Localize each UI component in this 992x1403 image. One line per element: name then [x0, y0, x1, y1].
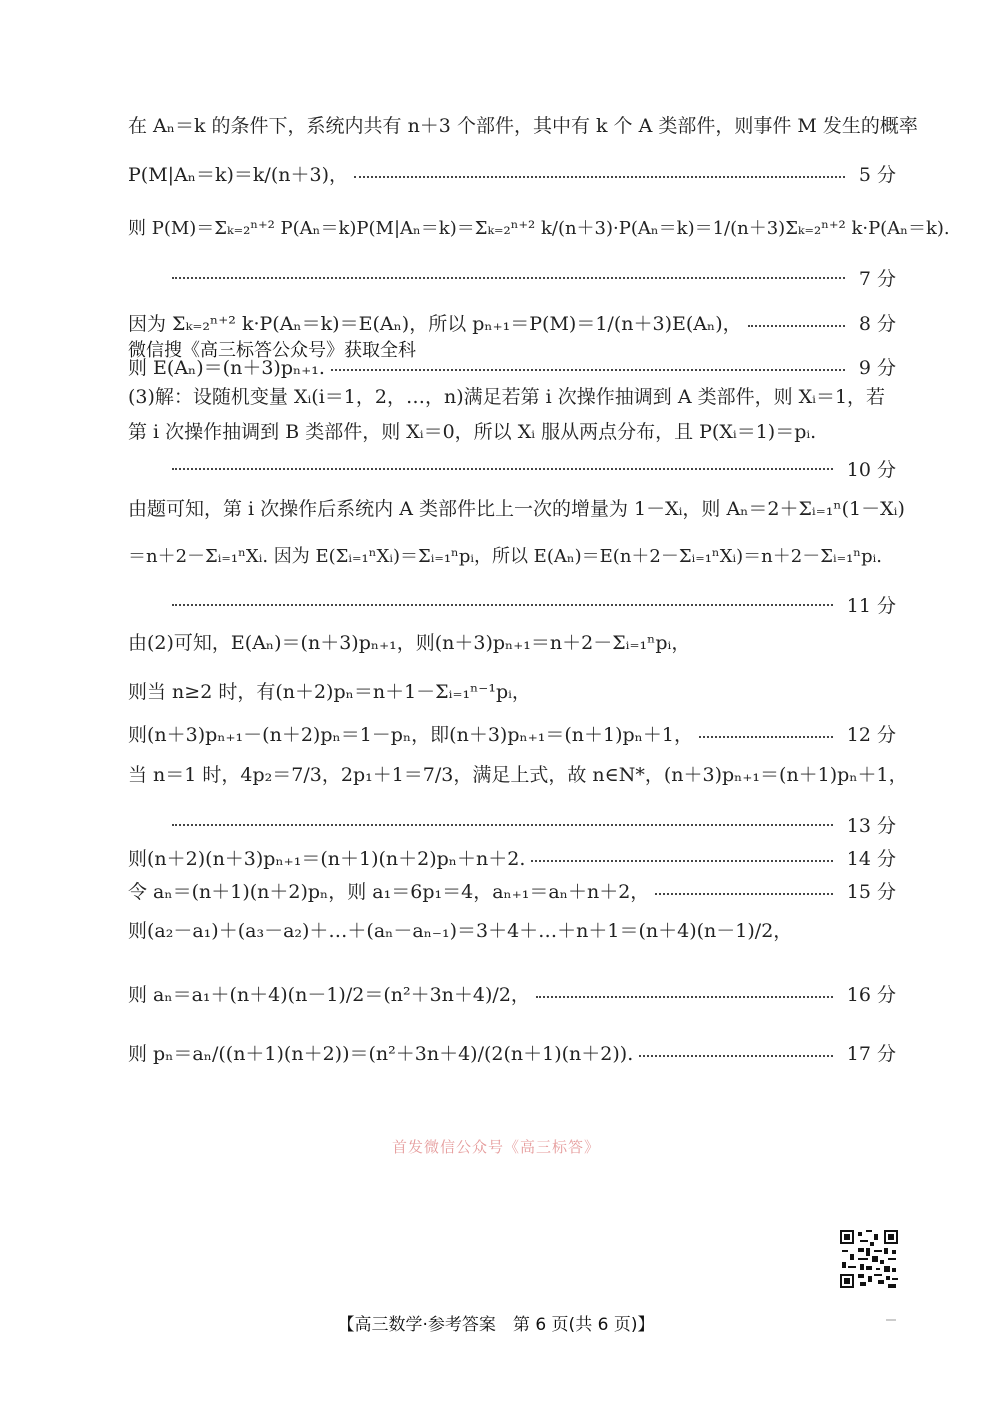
dot-leader	[172, 468, 833, 470]
text-line: 第 i 次操作抽调到 B 类部件，则 Xᵢ＝0，所以 Xᵢ 服从两点分布，且 P(Xᵢ＝1)＝pᵢ.	[128, 421, 817, 443]
dot-leader	[536, 996, 833, 998]
score-row	[128, 877, 896, 904]
text-line: 则 E(Aₙ)＝(n＋3)pₙ₊₁.	[128, 357, 325, 379]
dot-leader	[172, 824, 833, 826]
score-label: 8 分	[858, 313, 896, 335]
dot-leader	[172, 604, 833, 606]
text-line: 则(n＋3)pₙ₊₁－(n＋2)pₙ＝1－pₙ，即(n＋3)pₙ₊₁＝(n＋1)pₙ＋1，	[128, 724, 693, 746]
score-label: 16 分	[846, 984, 896, 1006]
dot-leader	[699, 736, 833, 738]
text-line: 则 P(M)＝Σₖ₌₂ⁿ⁺² P(Aₙ＝k)P(M|Aₙ＝k)＝Σₖ₌₂ⁿ⁺² k/(n＋3)·P(Aₙ＝k)＝1/(n＋3)Σₖ₌₂ⁿ⁺² k·P(Aₙ＝k).	[128, 218, 950, 239]
text-line: 则(n＋2)(n＋3)pₙ₊₁＝(n＋1)(n＋2)pₙ＋n＋2.	[128, 848, 526, 870]
score-row	[128, 980, 896, 1007]
text-line: 当 n＝1 时，4p₂＝7/3，2p₁＋1＝7/3，满足上式，故 n∈N*，(n＋3)pₙ₊₁＝(n＋1)pₙ＋1，	[128, 764, 908, 786]
score-row	[172, 455, 896, 482]
text-line: 由题可知，第 i 次操作后系统内 A 类部件比上一次的增量为 1－Xᵢ，则 Aₙ＝2＋Σᵢ₌₁ⁿ(1－Xᵢ)	[128, 498, 905, 520]
score-label: 7 分	[858, 268, 896, 290]
text-line: 则当 n≥2 时，有(n＋2)pₙ＝n＋1－Σᵢ₌₁ⁿ⁻¹pᵢ，	[128, 681, 531, 703]
score-label: 12 分	[846, 724, 896, 746]
text-line: P(M|Aₙ＝k)＝k/(n＋3)，	[128, 164, 348, 186]
dot-leader	[639, 1055, 833, 1057]
score-row	[128, 353, 896, 380]
red-watermark: 首发微信公众号《高三标答》	[391, 1138, 600, 1156]
text-line: 由(2)可知，E(Aₙ)＝(n＋3)pₙ₊₁，则(n＋3)pₙ₊₁＝n＋2－Σᵢ₌₁ⁿpᵢ，	[128, 632, 691, 654]
score-row	[172, 591, 896, 618]
text-line: 则(a₂－a₁)＋(a₃－a₂)＋…＋(aₙ－aₙ₋₁)＝3＋4＋…＋n＋1＝(n＋4)(n－1)/2，	[128, 920, 793, 942]
score-row	[128, 1039, 896, 1066]
text-line: 则 aₙ＝a₁＋(n＋4)(n－1)/2＝(n²＋3n＋4)/2，	[128, 984, 530, 1006]
score-row	[128, 844, 896, 871]
text-line: ＝n＋2－Σᵢ₌₁ⁿXᵢ. 因为 E(Σᵢ₌₁ⁿXᵢ)＝Σᵢ₌₁ⁿpᵢ，所以 E(Aₙ)＝E(n＋2－Σᵢ₌₁ⁿXᵢ)＝n＋2－Σᵢ₌₁ⁿpᵢ.	[128, 546, 882, 567]
score-label: 15 分	[846, 881, 896, 903]
text-line: 则 pₙ＝aₙ/((n＋1)(n＋2))＝(n²＋3n＋4)/(2(n＋1)(n＋2)).	[128, 1043, 634, 1065]
score-label: 11 分	[846, 595, 896, 617]
qr-code-icon	[840, 1230, 898, 1288]
dot-leader	[748, 325, 845, 327]
score-label: 9 分	[858, 357, 896, 379]
score-label: 10 分	[846, 459, 896, 481]
score-label: 5 分	[858, 164, 896, 186]
text-line: 令 aₙ＝(n＋1)(n＋2)pₙ，则 a₁＝6p₁＝4，aₙ₊₁＝aₙ＋n＋2，	[128, 881, 650, 903]
score-row	[172, 264, 896, 291]
score-row	[128, 720, 896, 747]
dot-leader	[354, 176, 845, 178]
score-row	[172, 811, 896, 838]
text-line: 因为 Σₖ₌₂ⁿ⁺² k·P(Aₙ＝k)＝E(Aₙ)，所以 pₙ₊₁＝P(M)＝1/(n＋3)E(Aₙ)，	[128, 313, 742, 335]
score-row	[128, 160, 896, 187]
score-label: 17 分	[846, 1043, 896, 1065]
text-line: (3)解：设随机变量 Xᵢ(i＝1，2，…，n)满足若第 i 次操作抽调到 A 类部件，则 Xᵢ＝1，若	[128, 386, 886, 408]
corner-mark	[886, 1319, 896, 1321]
score-label: 13 分	[846, 815, 896, 837]
dot-leader	[172, 277, 845, 279]
score-row	[128, 309, 896, 336]
page-footer: 【高三数学·参考答案 第 6 页(共 6 页)】	[337, 1315, 655, 1335]
score-label: 14 分	[846, 848, 896, 870]
text-line: 在 Aₙ＝k 的条件下，系统内共有 n＋3 个部件，其中有 k 个 A 类部件，则事件 M 发生的概率	[128, 115, 918, 137]
dot-leader	[655, 893, 833, 895]
watermark-text: 微信搜《高三标答公众号》获取全科	[128, 340, 416, 361]
dot-leader	[531, 860, 832, 862]
dot-leader	[331, 369, 845, 371]
